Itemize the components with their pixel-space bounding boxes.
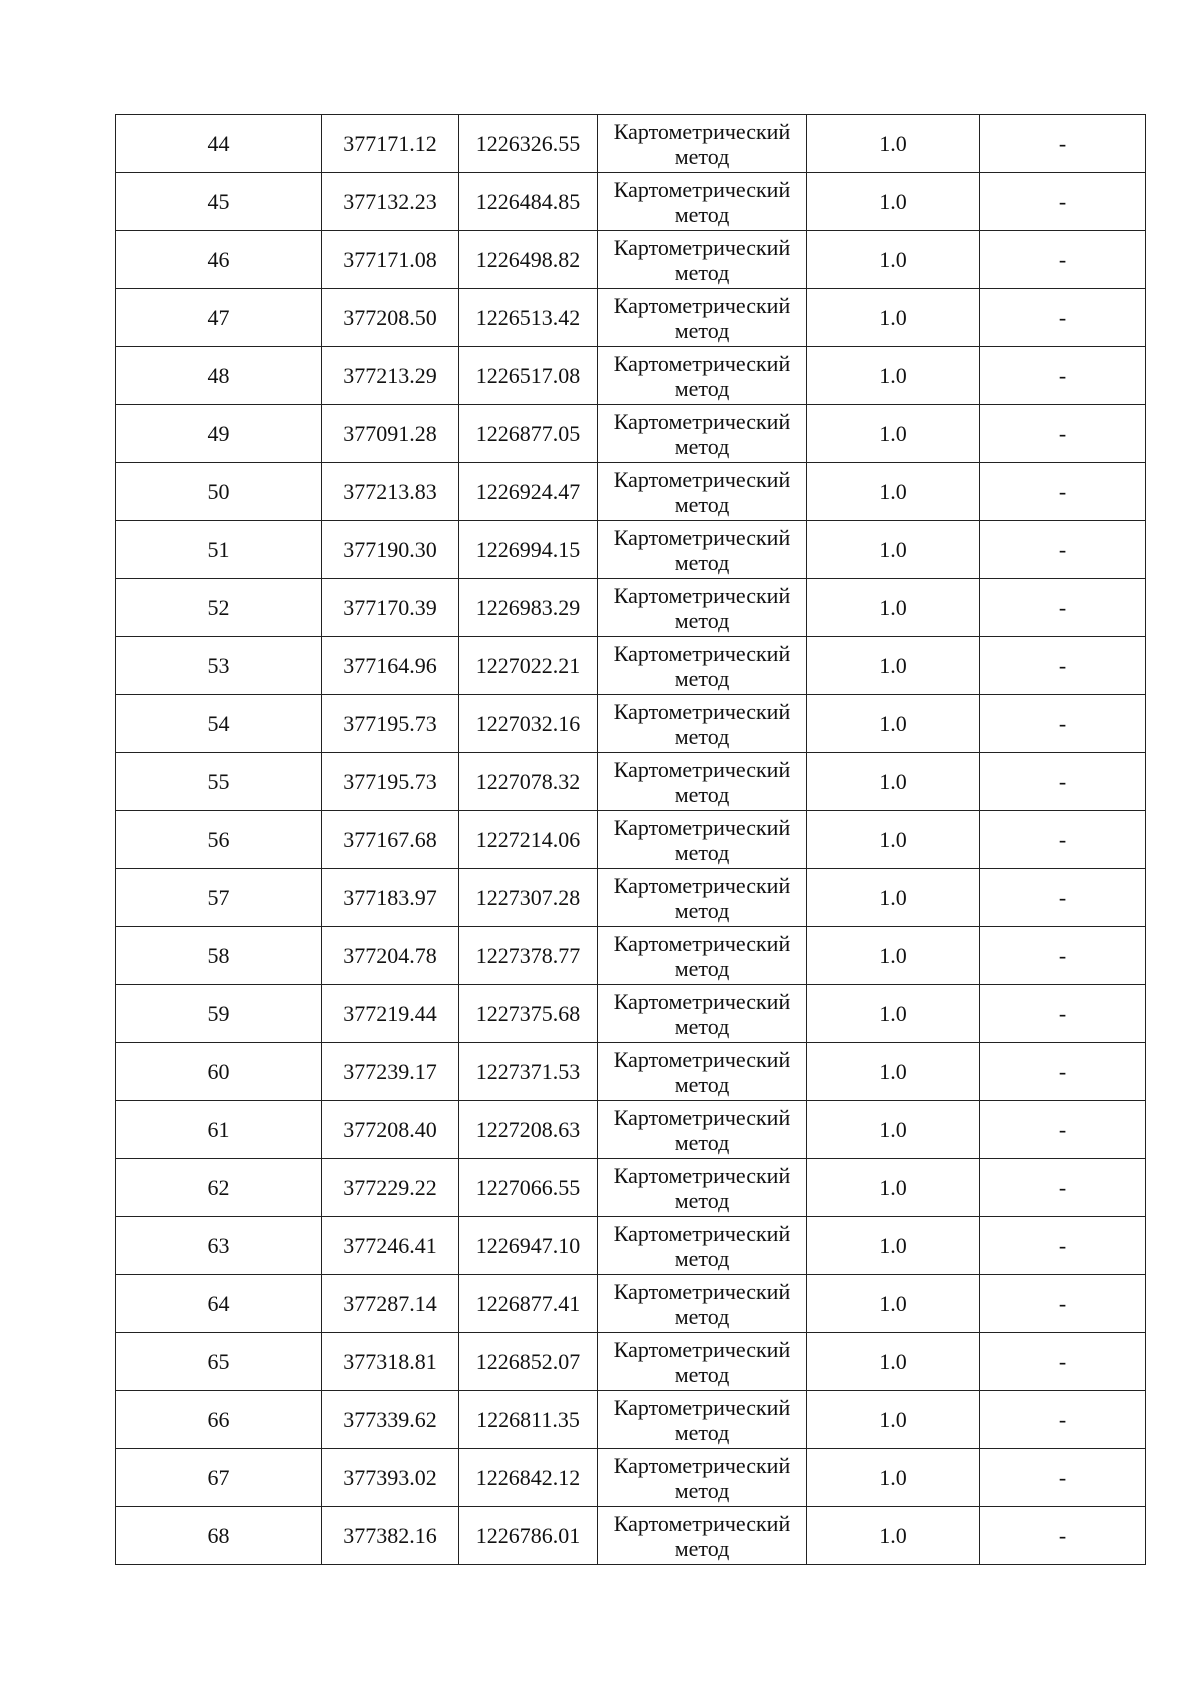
- x-coordinate-cell: 377171.12: [322, 115, 459, 173]
- point-number-cell: 64: [116, 1275, 322, 1333]
- accuracy-cell: 1.0: [807, 347, 980, 405]
- point-number-cell: 58: [116, 927, 322, 985]
- method-line-1: Картометрический: [613, 988, 791, 1014]
- x-coordinate-cell: 377170.39: [322, 579, 459, 637]
- y-coordinate-cell: 1226484.85: [459, 173, 598, 231]
- table-row: [116, 1449, 1146, 1507]
- y-coordinate-cell: 1226513.42: [459, 289, 598, 347]
- point-number-cell: 65: [116, 1333, 322, 1391]
- method-line-1: Картометрический: [613, 234, 791, 260]
- point-number-cell: 59: [116, 985, 322, 1043]
- method-line-2: метод: [674, 1187, 730, 1213]
- note-cell: -: [980, 231, 1146, 289]
- table-row: [116, 695, 1146, 753]
- x-coordinate-cell: 377219.44: [322, 985, 459, 1043]
- point-number-cell: 60: [116, 1043, 322, 1101]
- note-cell: -: [980, 1043, 1146, 1101]
- note-cell: -: [980, 1391, 1146, 1449]
- method-line-2: метод: [674, 491, 730, 517]
- note-cell: -: [980, 1449, 1146, 1507]
- accuracy-cell: 1.0: [807, 753, 980, 811]
- method-line-1: Картометрический: [613, 640, 791, 666]
- accuracy-cell: 1.0: [807, 1275, 980, 1333]
- point-number-cell: 47: [116, 289, 322, 347]
- accuracy-cell: 1.0: [807, 695, 980, 753]
- y-coordinate-cell: 1226498.82: [459, 231, 598, 289]
- x-coordinate-cell: 377339.62: [322, 1391, 459, 1449]
- accuracy-cell: 1.0: [807, 1101, 980, 1159]
- table-row: [116, 985, 1146, 1043]
- note-cell: -: [980, 1507, 1146, 1565]
- note-cell: -: [980, 1333, 1146, 1391]
- method-line-1: Картометрический: [613, 930, 791, 956]
- y-coordinate-cell: 1226877.41: [459, 1275, 598, 1333]
- x-coordinate-cell: 377213.83: [322, 463, 459, 521]
- x-coordinate-cell: 377171.08: [322, 231, 459, 289]
- method-cell: [598, 637, 807, 695]
- x-coordinate-cell: 377204.78: [322, 927, 459, 985]
- method-line-1: Картометрический: [613, 524, 791, 550]
- accuracy-cell: 1.0: [807, 1507, 980, 1565]
- method-line-2: метод: [674, 1129, 730, 1155]
- point-number-cell: 56: [116, 811, 322, 869]
- note-cell: -: [980, 115, 1146, 173]
- accuracy-cell: 1.0: [807, 1449, 980, 1507]
- method-line-2: метод: [674, 1419, 730, 1445]
- x-coordinate-cell: 377239.17: [322, 1043, 459, 1101]
- table-row: [116, 1391, 1146, 1449]
- x-coordinate-cell: 377091.28: [322, 405, 459, 463]
- point-number-cell: 44: [116, 115, 322, 173]
- method-line-1: Картометрический: [613, 118, 791, 144]
- point-number-cell: 53: [116, 637, 322, 695]
- method-line-2: метод: [674, 723, 730, 749]
- method-line-1: Картометрический: [613, 1394, 791, 1420]
- method-line-1: Картометрический: [613, 1278, 791, 1304]
- point-number-cell: 55: [116, 753, 322, 811]
- table-row: [116, 1275, 1146, 1333]
- accuracy-cell: 1.0: [807, 811, 980, 869]
- method-cell: [598, 1333, 807, 1391]
- accuracy-cell: 1.0: [807, 985, 980, 1043]
- note-cell: -: [980, 637, 1146, 695]
- note-cell: -: [980, 405, 1146, 463]
- table-row: [116, 347, 1146, 405]
- note-cell: -: [980, 521, 1146, 579]
- table-row: [116, 1159, 1146, 1217]
- method-line-1: Картометрический: [613, 176, 791, 202]
- method-line-2: метод: [674, 433, 730, 459]
- method-line-1: Картометрический: [613, 872, 791, 898]
- x-coordinate-cell: 377318.81: [322, 1333, 459, 1391]
- table-row: [116, 1507, 1146, 1565]
- x-coordinate-cell: 377393.02: [322, 1449, 459, 1507]
- point-number-cell: 62: [116, 1159, 322, 1217]
- method-cell: [598, 927, 807, 985]
- table-row: [116, 927, 1146, 985]
- method-line-1: Картометрический: [613, 466, 791, 492]
- method-cell: [598, 347, 807, 405]
- method-line-1: Картометрический: [613, 292, 791, 318]
- note-cell: -: [980, 1159, 1146, 1217]
- table-row: [116, 1043, 1146, 1101]
- y-coordinate-cell: 1227371.53: [459, 1043, 598, 1101]
- y-coordinate-cell: 1226326.55: [459, 115, 598, 173]
- accuracy-cell: 1.0: [807, 1391, 980, 1449]
- y-coordinate-cell: 1226842.12: [459, 1449, 598, 1507]
- method-line-1: Картометрический: [613, 1220, 791, 1246]
- method-line-1: Картометрический: [613, 582, 791, 608]
- accuracy-cell: 1.0: [807, 927, 980, 985]
- note-cell: -: [980, 173, 1146, 231]
- x-coordinate-cell: 377382.16: [322, 1507, 459, 1565]
- y-coordinate-cell: 1226924.47: [459, 463, 598, 521]
- table-row: [116, 1333, 1146, 1391]
- point-number-cell: 51: [116, 521, 322, 579]
- note-cell: -: [980, 1217, 1146, 1275]
- point-number-cell: 68: [116, 1507, 322, 1565]
- note-cell: -: [980, 927, 1146, 985]
- accuracy-cell: 1.0: [807, 637, 980, 695]
- method-line-2: метод: [674, 897, 730, 923]
- table-row: [116, 579, 1146, 637]
- method-cell: [598, 1391, 807, 1449]
- method-line-1: Картометрический: [613, 1162, 791, 1188]
- method-line-2: метод: [674, 549, 730, 575]
- y-coordinate-cell: 1226786.01: [459, 1507, 598, 1565]
- method-line-2: метод: [674, 375, 730, 401]
- x-coordinate-cell: 377183.97: [322, 869, 459, 927]
- table-row: [116, 231, 1146, 289]
- table-body: [116, 115, 1146, 1565]
- method-line-2: метод: [674, 781, 730, 807]
- method-line-2: метод: [674, 1071, 730, 1097]
- accuracy-cell: 1.0: [807, 289, 980, 347]
- method-line-2: метод: [674, 143, 730, 169]
- y-coordinate-cell: 1226852.07: [459, 1333, 598, 1391]
- point-number-cell: 46: [116, 231, 322, 289]
- accuracy-cell: 1.0: [807, 463, 980, 521]
- table-row: [116, 463, 1146, 521]
- x-coordinate-cell: 377213.29: [322, 347, 459, 405]
- method-line-1: Картометрический: [613, 698, 791, 724]
- method-line-1: Картометрический: [613, 1046, 791, 1072]
- x-coordinate-cell: 377164.96: [322, 637, 459, 695]
- table-row: [116, 405, 1146, 463]
- note-cell: -: [980, 289, 1146, 347]
- point-number-cell: 45: [116, 173, 322, 231]
- point-number-cell: 54: [116, 695, 322, 753]
- note-cell: -: [980, 985, 1146, 1043]
- y-coordinate-cell: 1227378.77: [459, 927, 598, 985]
- method-cell: [598, 869, 807, 927]
- y-coordinate-cell: 1226517.08: [459, 347, 598, 405]
- coordinates-table: [115, 114, 1146, 1565]
- note-cell: -: [980, 1101, 1146, 1159]
- table-row: [116, 289, 1146, 347]
- method-line-2: метод: [674, 1361, 730, 1387]
- method-line-2: метод: [674, 1013, 730, 1039]
- table-row: [116, 753, 1146, 811]
- x-coordinate-cell: 377208.40: [322, 1101, 459, 1159]
- x-coordinate-cell: 377246.41: [322, 1217, 459, 1275]
- method-line-2: метод: [674, 1535, 730, 1561]
- x-coordinate-cell: 377287.14: [322, 1275, 459, 1333]
- point-number-cell: 52: [116, 579, 322, 637]
- note-cell: -: [980, 1275, 1146, 1333]
- method-line-2: метод: [674, 955, 730, 981]
- method-cell: [598, 1507, 807, 1565]
- accuracy-cell: 1.0: [807, 579, 980, 637]
- method-cell: [598, 1159, 807, 1217]
- table-row: [116, 115, 1146, 173]
- point-number-cell: 48: [116, 347, 322, 405]
- y-coordinate-cell: 1226947.10: [459, 1217, 598, 1275]
- note-cell: -: [980, 753, 1146, 811]
- accuracy-cell: 1.0: [807, 115, 980, 173]
- x-coordinate-cell: 377132.23: [322, 173, 459, 231]
- table-row: [116, 637, 1146, 695]
- y-coordinate-cell: 1226994.15: [459, 521, 598, 579]
- accuracy-cell: 1.0: [807, 173, 980, 231]
- point-number-cell: 61: [116, 1101, 322, 1159]
- point-number-cell: 67: [116, 1449, 322, 1507]
- method-line-1: Картометрический: [613, 1336, 791, 1362]
- accuracy-cell: 1.0: [807, 1159, 980, 1217]
- y-coordinate-cell: 1227078.32: [459, 753, 598, 811]
- y-coordinate-cell: 1226983.29: [459, 579, 598, 637]
- note-cell: -: [980, 811, 1146, 869]
- note-cell: -: [980, 463, 1146, 521]
- method-cell: [598, 1101, 807, 1159]
- method-cell: [598, 173, 807, 231]
- y-coordinate-cell: 1227214.06: [459, 811, 598, 869]
- y-coordinate-cell: 1227208.63: [459, 1101, 598, 1159]
- point-number-cell: 50: [116, 463, 322, 521]
- method-line-1: Картометрический: [613, 350, 791, 376]
- point-number-cell: 63: [116, 1217, 322, 1275]
- note-cell: -: [980, 869, 1146, 927]
- y-coordinate-cell: 1227066.55: [459, 1159, 598, 1217]
- x-coordinate-cell: 377195.73: [322, 753, 459, 811]
- method-line-1: Картометрический: [613, 408, 791, 434]
- method-cell: [598, 753, 807, 811]
- y-coordinate-cell: 1226877.05: [459, 405, 598, 463]
- table-row: [116, 869, 1146, 927]
- point-number-cell: 49: [116, 405, 322, 463]
- accuracy-cell: 1.0: [807, 869, 980, 927]
- x-coordinate-cell: 377195.73: [322, 695, 459, 753]
- method-line-2: метод: [674, 839, 730, 865]
- method-cell: [598, 695, 807, 753]
- method-line-1: Картометрический: [613, 1510, 791, 1536]
- method-cell: [598, 811, 807, 869]
- method-cell: [598, 1043, 807, 1101]
- method-line-2: метод: [674, 1303, 730, 1329]
- note-cell: -: [980, 579, 1146, 637]
- x-coordinate-cell: 377190.30: [322, 521, 459, 579]
- accuracy-cell: 1.0: [807, 231, 980, 289]
- method-line-1: Картометрический: [613, 1452, 791, 1478]
- method-cell: [598, 1449, 807, 1507]
- method-cell: [598, 463, 807, 521]
- table-row: [116, 521, 1146, 579]
- method-cell: [598, 579, 807, 637]
- note-cell: -: [980, 347, 1146, 405]
- accuracy-cell: 1.0: [807, 521, 980, 579]
- method-cell: [598, 1217, 807, 1275]
- method-line-2: метод: [674, 1477, 730, 1503]
- method-line-2: метод: [674, 317, 730, 343]
- method-cell: [598, 1275, 807, 1333]
- y-coordinate-cell: 1227307.28: [459, 869, 598, 927]
- x-coordinate-cell: 377167.68: [322, 811, 459, 869]
- method-line-2: метод: [674, 259, 730, 285]
- method-cell: [598, 231, 807, 289]
- method-line-1: Картометрический: [613, 756, 791, 782]
- method-line-2: метод: [674, 201, 730, 227]
- y-coordinate-cell: 1226811.35: [459, 1391, 598, 1449]
- accuracy-cell: 1.0: [807, 1333, 980, 1391]
- accuracy-cell: 1.0: [807, 405, 980, 463]
- y-coordinate-cell: 1227032.16: [459, 695, 598, 753]
- table-row: [116, 1101, 1146, 1159]
- y-coordinate-cell: 1227375.68: [459, 985, 598, 1043]
- method-line-2: метод: [674, 1245, 730, 1271]
- method-cell: [598, 405, 807, 463]
- method-line-1: Картометрический: [613, 814, 791, 840]
- method-line-1: Картометрический: [613, 1104, 791, 1130]
- point-number-cell: 66: [116, 1391, 322, 1449]
- y-coordinate-cell: 1227022.21: [459, 637, 598, 695]
- note-cell: -: [980, 695, 1146, 753]
- accuracy-cell: 1.0: [807, 1043, 980, 1101]
- table-row: [116, 811, 1146, 869]
- method-cell: [598, 115, 807, 173]
- method-cell: [598, 985, 807, 1043]
- x-coordinate-cell: 377229.22: [322, 1159, 459, 1217]
- method-cell: [598, 289, 807, 347]
- table-row: [116, 173, 1146, 231]
- point-number-cell: 57: [116, 869, 322, 927]
- table-row: [116, 1217, 1146, 1275]
- method-line-2: метод: [674, 665, 730, 691]
- method-cell: [598, 521, 807, 579]
- x-coordinate-cell: 377208.50: [322, 289, 459, 347]
- method-line-2: метод: [674, 607, 730, 633]
- accuracy-cell: 1.0: [807, 1217, 980, 1275]
